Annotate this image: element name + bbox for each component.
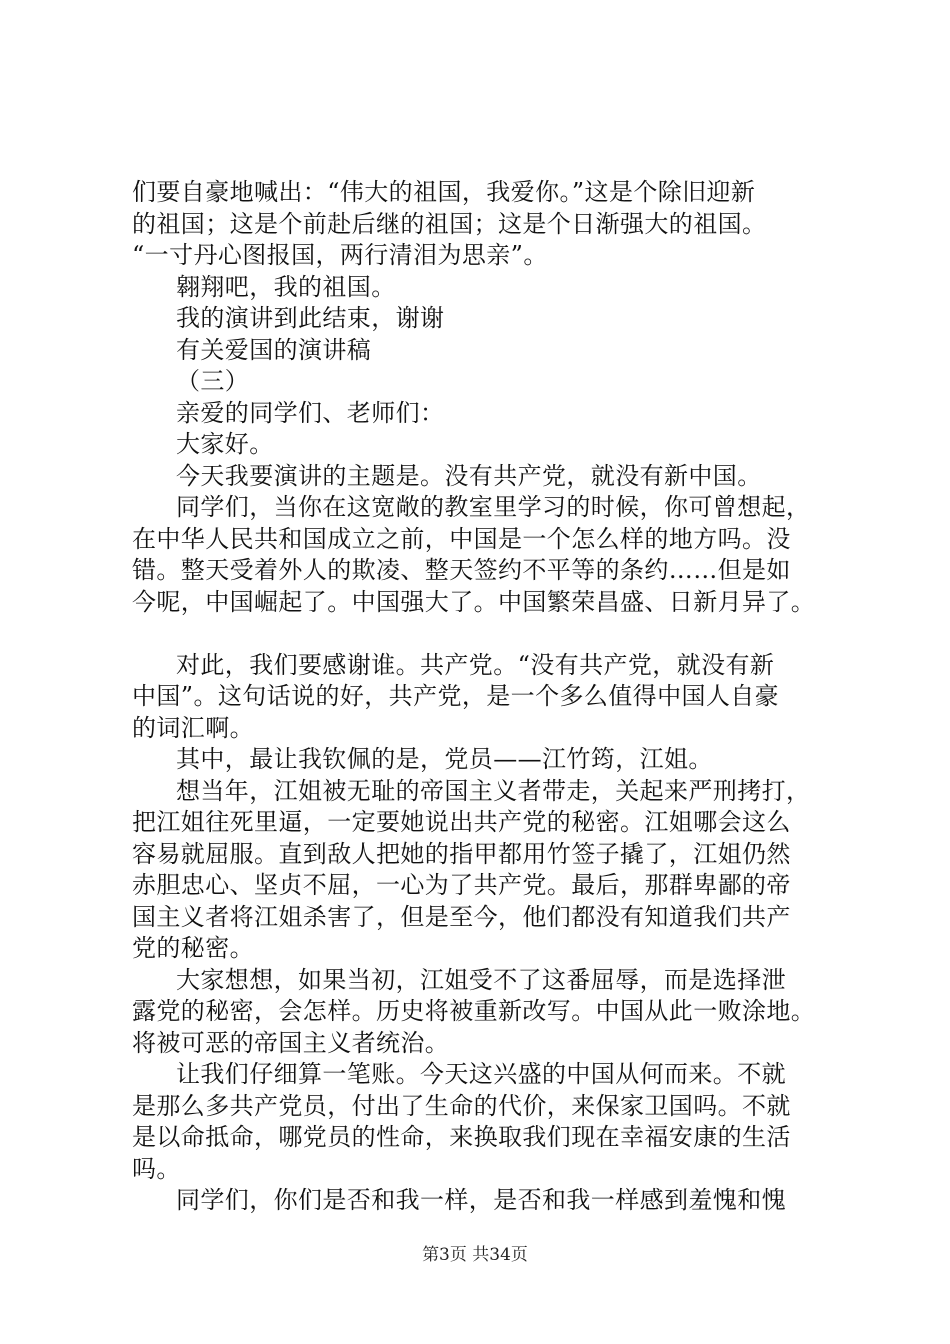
text-line: 是那么多共产党员，付出了生命的代价，来保家卫国吗。不就 xyxy=(132,1091,791,1120)
text-line: 我的演讲到此结束，谢谢 xyxy=(176,304,445,332)
text-line: 赤胆忠心、坚贞不屈，一心为了共产党。最后，那群卑鄙的帝 xyxy=(132,871,791,899)
document-body xyxy=(132,177,832,1217)
speech-title: 有关爱国的演讲稿 xyxy=(176,335,372,364)
text-line: 吗。 xyxy=(132,1154,181,1183)
paragraph-gap xyxy=(132,618,832,650)
text-line: 的词汇啊。 xyxy=(132,713,254,742)
text-line: 翱翔吧，我的祖国。 xyxy=(176,272,396,301)
text-line: 们要自豪地喊出：“伟大的祖国，我爱你。”这是个除旧迎新 xyxy=(132,178,756,206)
text-line: 容易就屈服。直到敌人把她的指甲都用竹签子撬了，江姐仍然 xyxy=(132,839,791,868)
text-line: 今天我要演讲的主题是。没有共产党，就没有新中国。 xyxy=(176,461,762,490)
text-line: 露党的秘密，会怎样。历史将被重新改写。中国从此一败涂地。 xyxy=(132,997,816,1025)
text-line: 将被可恶的帝国主义者统治。 xyxy=(132,1028,450,1057)
text-line: 对此，我们要感谢谁。共产党。“没有共产党，就没有新 xyxy=(176,650,775,679)
text-line: 让我们仔细算一笔账。今天这兴盛的中国从何而来。不就 xyxy=(176,1060,786,1088)
text-line: 今呢，中国崛起了。中国强大了。中国繁荣昌盛、日新月异了。 xyxy=(132,587,816,616)
text-line: 在中华人民共和国成立之前，中国是一个怎么样的地方吗。没 xyxy=(132,524,791,553)
text-line: 同学们，你们是否和我一样，是否和我一样感到羞愧和愧 xyxy=(176,1186,786,1214)
section-number: （三） xyxy=(176,367,250,395)
text-line: 大家想想，如果当初，江姐受不了这番屈辱，而是选择泄 xyxy=(176,965,786,994)
text-line: 想当年，江姐被无耻的帝国主义者带走，关起来严刑拷打， xyxy=(176,776,811,805)
text-line: 国主义者将江姐杀害了，但是至今，他们都没有知道我们共产 xyxy=(132,902,791,931)
text-line: 党的秘密。 xyxy=(132,934,254,962)
text-line: 同学们，当你在这宽敞的教室里学习的时候，你可曾想起， xyxy=(176,493,811,521)
salutation: 亲爱的同学们、老师们： xyxy=(176,398,445,427)
text-line: 其中，最让我钦佩的是，党员——江竹筠，江姐。 xyxy=(176,745,713,773)
text-line: 把江姐往死里逼，一定要她说出共产党的秘密。江姐哪会这么 xyxy=(132,808,791,836)
text-line: 中国”。这句话说的好，共产党，是一个多么值得中国人自豪 xyxy=(132,682,780,710)
greeting: 大家好。 xyxy=(176,430,274,458)
text-line: “一寸丹心图报国，两行清泪为思亲”。 xyxy=(132,241,548,269)
page-footer: 第3页 共34页 xyxy=(422,1245,528,1265)
text-line: 是以命抵命，哪党员的性命，来换取我们现在幸福安康的生活 xyxy=(132,1123,791,1151)
text-line: 的祖国；这是个前赴后继的祖国；这是个日渐强大的祖国。 xyxy=(132,209,767,238)
text-line: 错。整天受着外人的欺凌、整天签约不平等的条约……但是如 xyxy=(132,556,791,584)
